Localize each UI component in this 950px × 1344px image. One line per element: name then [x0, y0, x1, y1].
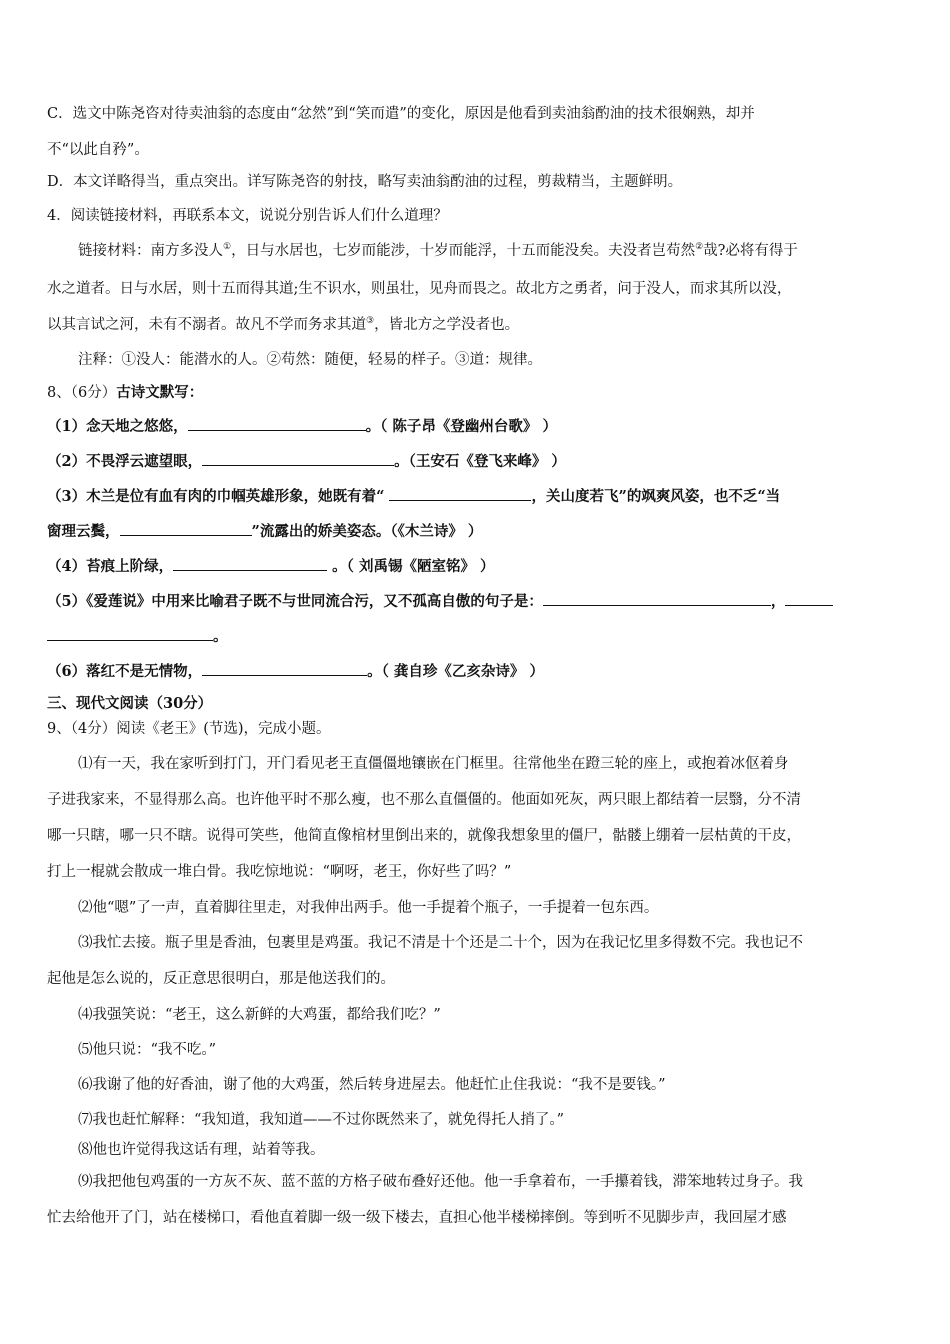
passage-p1-line-2: 子进我家来，不显得那么高。也许他平时不那么瘦，也不那么直僵僵的。他面如死灰，两只眼上都结着一层翳，分不清 [47, 792, 801, 808]
answer-blank[interactable] [173, 556, 327, 571]
choice-c-line-2: 不“以此自矜”。 [47, 142, 149, 158]
passage-p6: ⑹我谢了他的好香油，谢了他的大鸡蛋，然后转身进屋去。他赶忙止住我说：“我不是要钱。” [78, 1077, 666, 1093]
passage-p1-line-3: 哪一只瞎，哪一只不瞎。说得可笑些，他简直像棺材里倒出来的，就像我想象里的僵尸，骷髅上绷着一层枯黄的干皮， [47, 828, 801, 844]
choice-c-line-1: C．选文中陈尧咨对待卖油翁的态度由“忿然”到“笑而遣”的变化，原因是他看到卖油翁酌油的技术很娴熟，却并 [47, 106, 755, 122]
dictation-item-5-line-2: 。 [47, 626, 906, 647]
dictation-item-6: （6）落红不是无情物， 。（ 龚自珍《乙亥杂诗》 ） [47, 663, 544, 680]
passage-p9-line-2: 忙去给他开了门，站在楼梯口，看他直着脚一级一级下楼去，直担心他半楼梯摔倒。等到听不见脚步声，我回屋才感 [47, 1210, 787, 1226]
dictation-item-5-line-1: （5）《爱莲说》中用来比喻君子既不与世同流合污，又不孤高自傲的句子是： ， [47, 591, 906, 612]
answer-blank[interactable] [202, 661, 367, 676]
link-material-line-3: 以其言试之河，未有不溺者。故凡不学而务求其道③，皆北方之学没者也。 [47, 316, 520, 333]
answer-blank[interactable] [389, 486, 531, 501]
passage-p3-line-2: 起他是怎么说的，反正意思很明白，那是他送我们的。 [47, 971, 395, 987]
answer-blank[interactable] [120, 521, 252, 536]
passage-p2: ⑵他“嗯”了一声，直着脚往里走，对我伸出两手。他一手提着个瓶子，一手提着一包东西。 [78, 900, 659, 916]
passage-p4: ⑷我强笑说：“老王，这么新鲜的大鸡蛋，都给我们吃？” [78, 1007, 441, 1023]
answer-blank[interactable] [785, 591, 833, 606]
answer-blank[interactable] [188, 416, 366, 431]
dictation-item-3-line-2: 窗理云鬓， ”流露出的娇美姿态。（《木兰诗》 ） [47, 523, 483, 540]
passage-p3-line-1: ⑶我忙去接。瓶子里是香油，包裹里是鸡蛋。我记不清是十个还是二十个，因为在我记忆里多得数不完。我也记不 [78, 935, 803, 951]
notes: 注释：①没人：能潜水的人。②苟然：随便，轻易的样子。③道：规律。 [78, 352, 542, 368]
question-8-header: 8、（6分）古诗文默写： [47, 384, 204, 401]
passage-p9-line-1: ⑼我把他包鸡蛋的一方灰不灰、蓝不蓝的方格子破布叠好还他。他一手拿着布，一手攥着钱，滞笨地转过身子。我 [78, 1174, 803, 1190]
question-9: 9、（4分）阅读《老王》(节选)，完成小题。 [47, 721, 331, 737]
link-material-line-2: 水之道者。日与水居，则十五而得其道;生不识水，则虽壮，见舟而畏之。故北方之勇者，问于没人，而求其所以没， [47, 281, 792, 297]
passage-p1-line-1: ⑴有一天，我在家听到打门，开门看见老王直僵僵地镶嵌在门框里。往常他坐在蹬三轮的座上，或抱着冰伛着身 [78, 756, 789, 772]
passage-p1-line-4: 打上一棍就会散成一堆白骨。我吃惊地说：“啊呀，老王，你好些了吗？” [47, 864, 512, 880]
passage-p5: ⑸他只说：“我不吃。” [78, 1042, 217, 1058]
link-material-line-1: 链接材料：南方多没人①，日与水居也，七岁而能涉，十岁而能浮，十五而能没矣。夫没者岂苟然②哉?必将有得于 [78, 242, 798, 259]
passage-p8: ⑻他也许觉得我这话有理，站着等我。 [78, 1142, 325, 1158]
dictation-item-3-line-1: （3）木兰是位有血有肉的巾帼英雄形象，她既有着“ ，关山度若飞”的飒爽风姿，也不乏“当 [47, 488, 781, 505]
choice-d: D．本文详略得当，重点突出。详写陈尧咨的射技，略写卖油翁酌油的过程，剪裁精当，主题鲜明。 [47, 174, 683, 190]
dictation-item-4: （4）苔痕上阶绿， 。（ 刘禹锡《陋室铭》 ） [47, 558, 495, 575]
dictation-item-2: （2）不畏浮云遮望眼， 。（王安石《登飞来峰》 ） [47, 453, 566, 470]
dictation-item-1: （1）念天地之悠悠， 。（ 陈子昂《登幽州台歌》 ） [47, 418, 557, 435]
question-4: 4．阅读链接材料，再联系本文，说说分别告诉人们什么道理？ [47, 208, 448, 224]
section-3-title: 三、现代文阅读（30分） [47, 695, 213, 712]
answer-blank[interactable] [47, 626, 213, 641]
answer-blank[interactable] [543, 591, 771, 606]
answer-blank[interactable] [202, 451, 394, 466]
passage-p7: ⑺我也赶忙解释：“我知道，我知道——不过你既然来了，就免得托人捎了。” [78, 1112, 565, 1128]
